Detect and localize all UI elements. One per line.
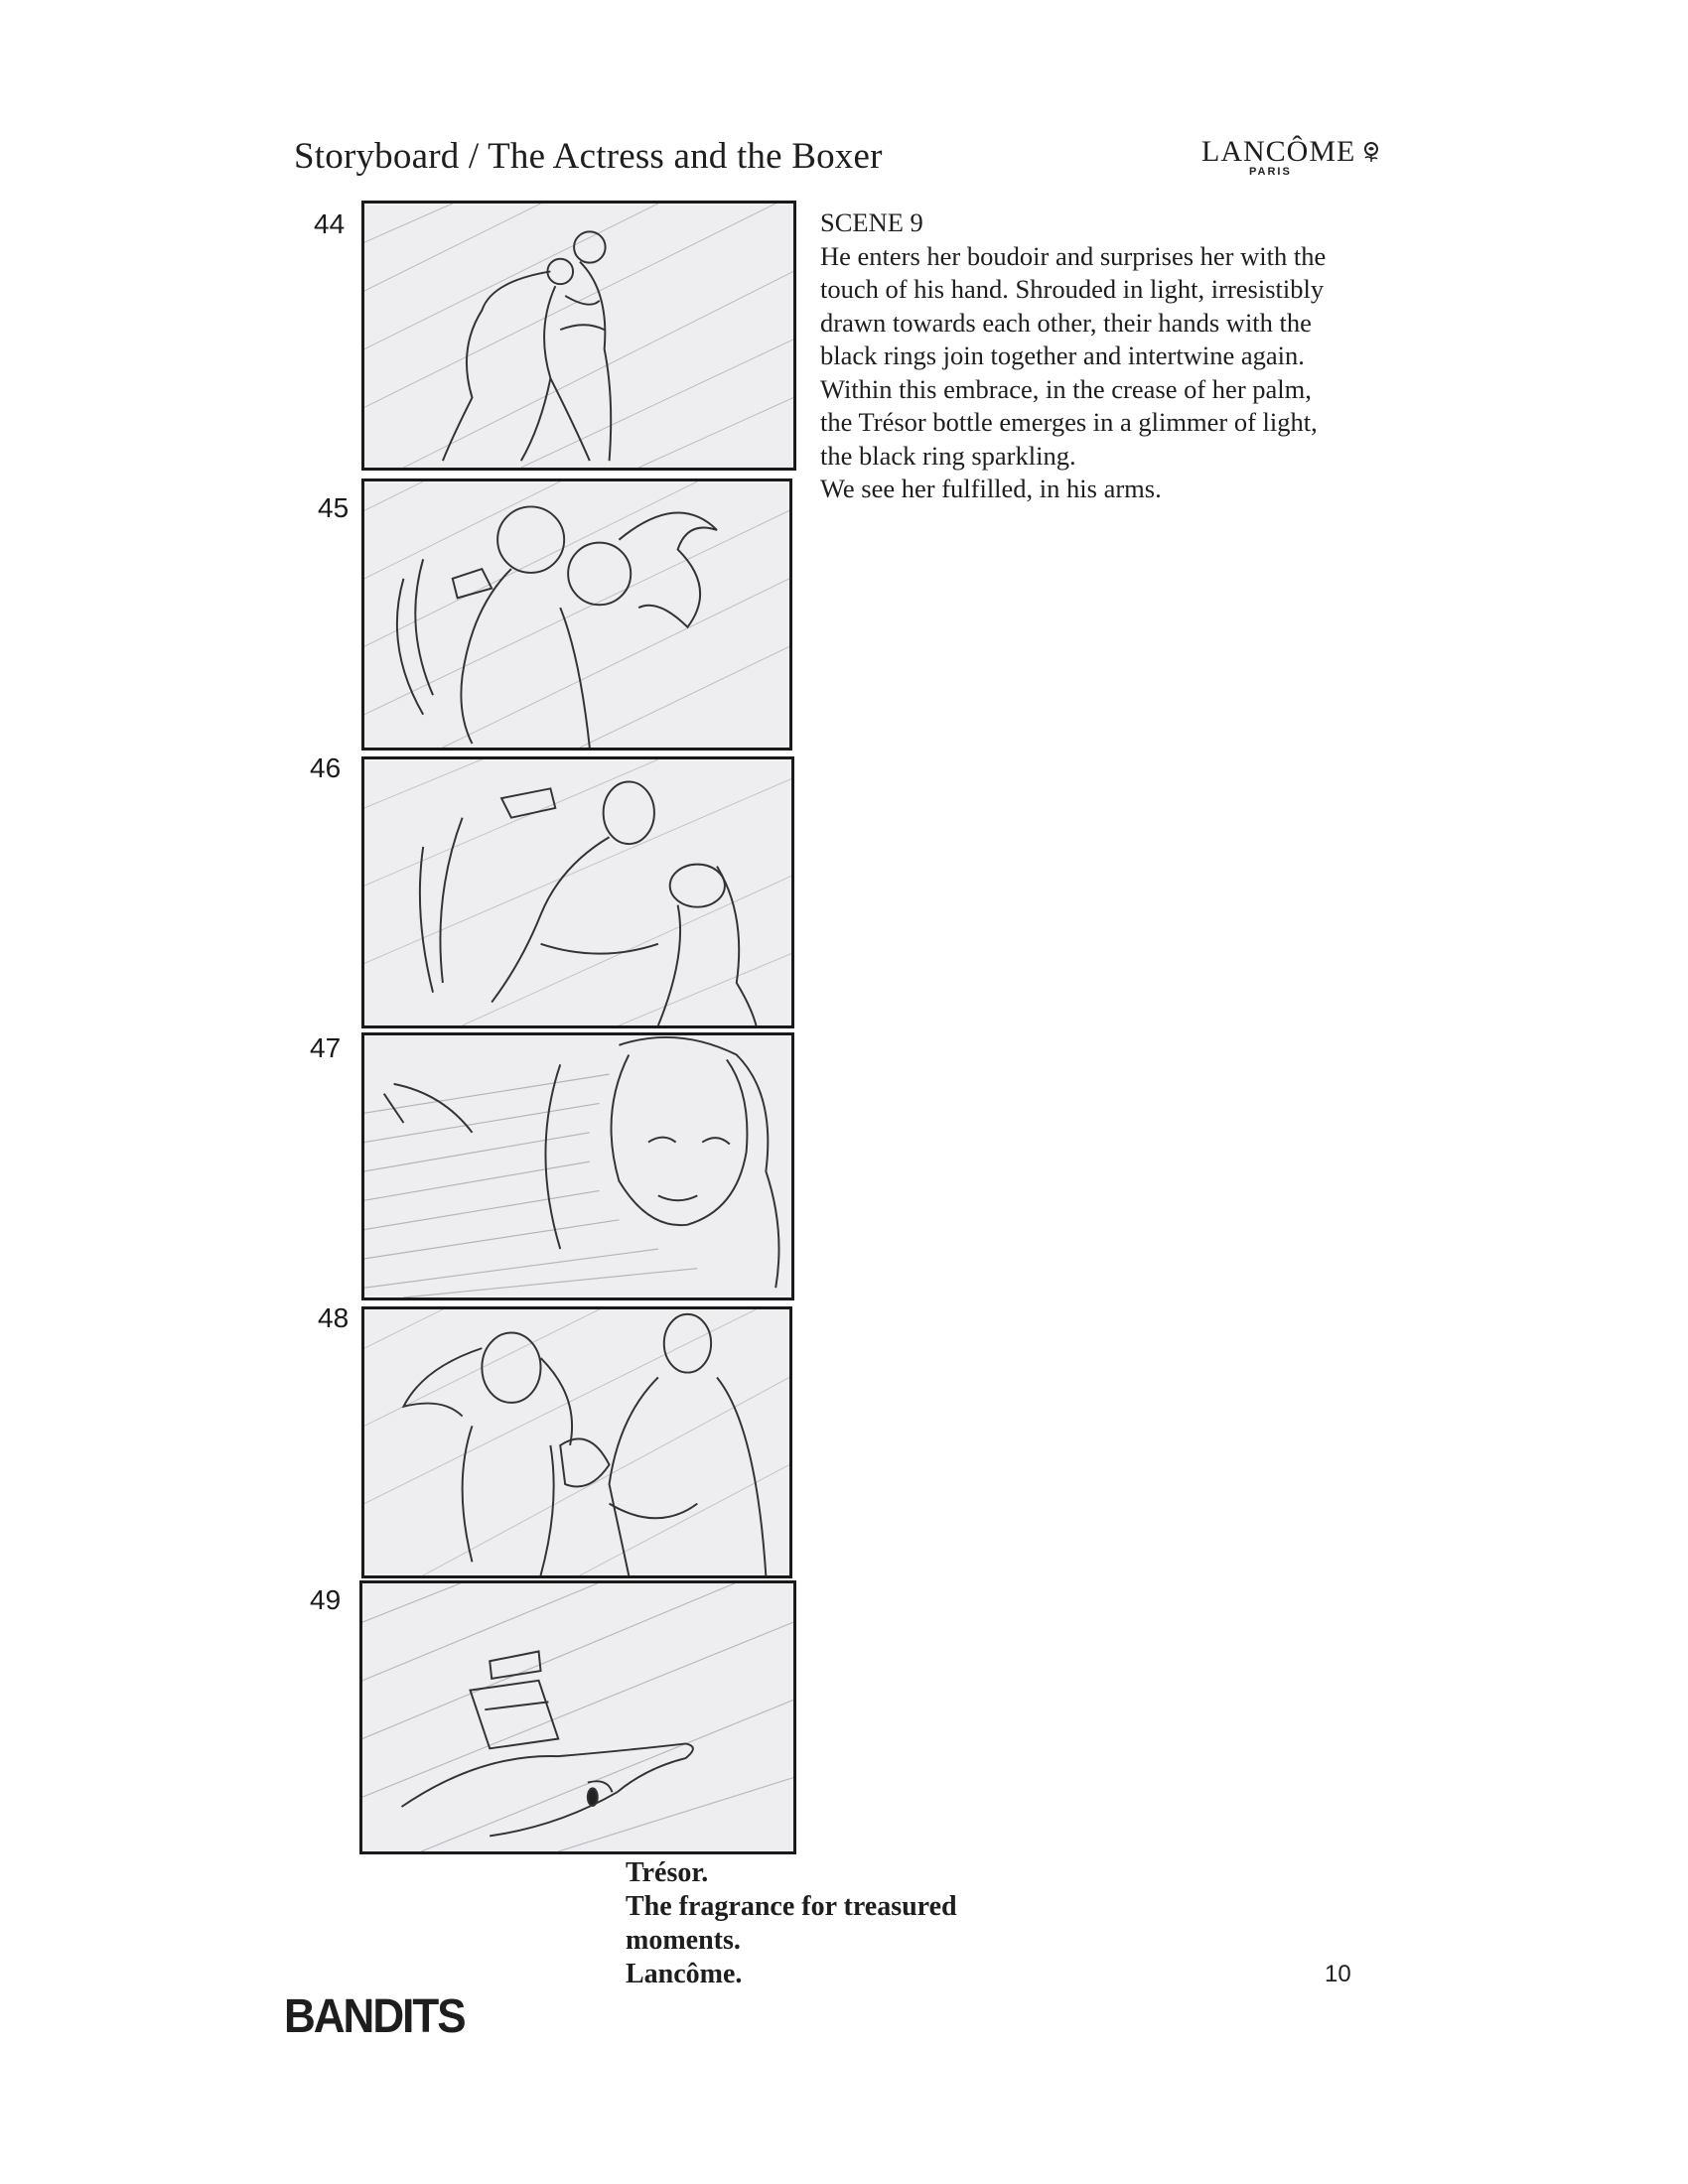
lancome-logo (1201, 135, 1390, 185)
tagline (626, 1856, 983, 1991)
agency-logo: BANDITS (284, 1989, 465, 2043)
panel-number: 44 (314, 208, 346, 239)
storyboard-panel-48 (361, 1306, 792, 1578)
logo-city: PARIS (1249, 166, 1292, 178)
storyboard-panel-49 (359, 1580, 796, 1854)
tagline-line: The fragrance for treasured (626, 1891, 957, 1922)
storyboard-panel-44 (361, 201, 796, 471)
scene-line: black rings join together and intertwine again. (820, 341, 1305, 370)
scene-line: touch of his hand. Shrouded in light, irresistibly (820, 274, 1325, 304)
tagline-line: Lancôme. (626, 1959, 743, 1989)
rose-icon (1360, 141, 1382, 163)
scene-line: He enters her boudoir and surprises her with the (820, 240, 1327, 271)
tagline-line: Trésor. (626, 1857, 709, 1888)
page-number: 10 (1325, 1961, 1351, 1987)
panel-number: 47 (310, 1032, 342, 1063)
sketch-woman-face (364, 1035, 791, 1297)
sketch-perfume-bottle-hand (362, 1583, 793, 1851)
panel-number: 46 (310, 752, 342, 783)
storyboard-panel-45 (361, 478, 792, 751)
panel-number: 49 (310, 1584, 342, 1615)
sketch-couple-embrace (364, 204, 793, 468)
tagline-line: moments. (626, 1925, 741, 1956)
scene-line: drawn towards each other, their hands with the (820, 307, 1312, 338)
scene-line: the Trésor bottle emerges in a glimmer of light, (820, 407, 1318, 437)
panel-number: 48 (318, 1302, 350, 1333)
scene-heading: SCENE 9 (820, 207, 923, 237)
sketch-holding-hands (364, 1309, 789, 1575)
scene-description (820, 206, 1416, 506)
storyboard-panel-46 (361, 756, 794, 1028)
page-title: Storyboard / The Actress and the Boxer (294, 136, 883, 177)
sketch-about-to-kiss (364, 759, 791, 1025)
scene-line: We see her fulfilled, in his arms. (820, 474, 1162, 503)
storyboard-panel-47 (361, 1032, 794, 1300)
panel-number: 45 (318, 492, 350, 523)
scene-line: the black ring sparkling. (820, 440, 1076, 471)
sketch-close-embrace (364, 481, 789, 748)
logo-brand: LANCÔME (1201, 135, 1356, 168)
scene-line: Within this embrace, in the crease of her palm, (820, 373, 1312, 404)
